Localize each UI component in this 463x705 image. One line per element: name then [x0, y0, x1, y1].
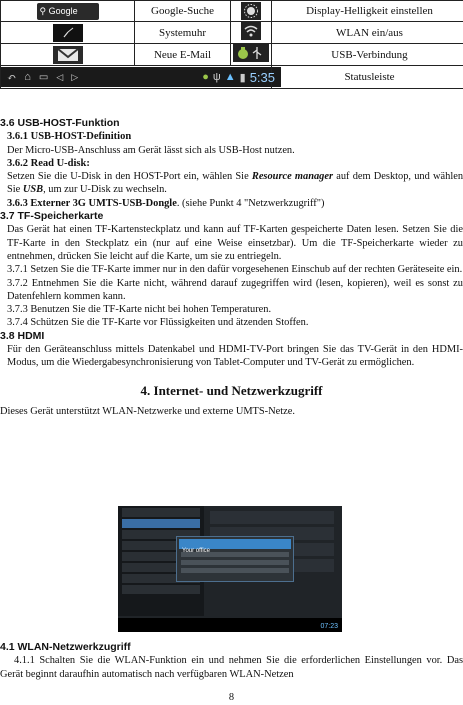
subsection-heading: 3.6.2 Read U-disk: — [7, 157, 90, 169]
usb-emphasis: USB — [22, 184, 44, 196]
paragraph — [7, 170, 463, 197]
text-run: , um zur U-Disk zu wechseln. — [43, 184, 167, 196]
dialog-row — [181, 560, 289, 565]
dialog-row — [181, 568, 289, 573]
wifi-status-icon: ▲ — [224, 71, 236, 83]
resource-manager-emphasis: Resource manager — [251, 171, 334, 183]
icon-label: Neue E-Mail — [135, 44, 231, 66]
paragraph: 3.7.3 Benutzen Sie die TF-Karte nicht bei hohen Temperaturen. — [7, 304, 272, 316]
usb-icon: ψ — [212, 71, 221, 83]
icon-cell — [231, 1, 272, 22]
recent-apps-icon: ▭ — [38, 71, 49, 83]
document-bottom — [0, 641, 463, 681]
icon-cell — [1, 1, 135, 22]
paragraph: Der Micro-USB-Anschluss am Gerät lässt sich als USB-Host nutzen. — [7, 144, 295, 156]
clock-icon — [53, 24, 83, 42]
icon-cell — [1, 44, 135, 66]
wifi-icon — [241, 22, 261, 40]
icon-cell — [231, 22, 272, 44]
table-row — [1, 22, 463, 44]
table-row — [1, 44, 463, 66]
paragraph: 3.7.1 Setzen Sie die TF-Karte immer nur in den dafür vorgesehenen Einschub auf der rechten Geräteseite ein. — [7, 264, 463, 276]
paragraph — [7, 197, 463, 210]
wifi-dialog — [176, 536, 294, 582]
screenshot-clock: 07:23 — [320, 623, 338, 630]
statusbar-image — [1, 67, 281, 87]
paragraph: Dieses Gerät unterstützt WLAN-Netzwerke und externe UMTS-Netze. — [0, 405, 295, 417]
chapter-heading: 4. Internet- und Netzwerkzugriff — [140, 382, 323, 398]
wlan-settings-screenshot — [118, 506, 342, 632]
list-item — [122, 508, 200, 517]
icon-label: Google-Suche — [135, 1, 231, 22]
text-run: Setzen Sie die U-Disk in den HOST-Port ein, wählen Sie — [7, 171, 252, 183]
google-search-icon: ⚲ Google — [37, 3, 99, 20]
email-icon — [53, 46, 83, 64]
section-heading: 3.6 USB-HOST-Funktion — [0, 117, 120, 129]
google-logo-text: Google — [48, 5, 78, 16]
icon-label: USB-Verbindung — [272, 44, 463, 66]
volume-down-icon: ◁ — [56, 71, 64, 82]
back-icon: ↶ — [7, 71, 17, 84]
section-heading: 4.1 WLAN-Netzwerkzugriff — [0, 641, 131, 653]
brightness-icon — [231, 2, 271, 20]
subsection-heading: 3.6.3 Externer 3G UMTS-USB-Dongle — [7, 197, 177, 209]
page-number: 8 — [228, 692, 235, 703]
icon-label: WLAN ein/aus — [272, 22, 463, 44]
table-row — [1, 66, 463, 89]
list-item — [122, 585, 200, 594]
dialog-title: Your office — [182, 548, 211, 554]
volume-up-icon: ▷ — [71, 71, 79, 82]
text-run: . (siehe Punkt 4 "Netzwerkzugriff") — [176, 197, 325, 209]
usb-connection-icon — [233, 44, 269, 62]
subsection-heading: 3.6.1 USB-HOST-Definition — [7, 131, 132, 143]
home-icon: ⌂ — [24, 71, 31, 83]
list-item — [210, 511, 334, 524]
dialog-header — [179, 539, 291, 554]
section-heading: 3.8 HDMI — [0, 329, 45, 342]
paragraph: Das Gerät hat einen TF-Kartensteckplatz und kann auf TF-Karten gespeicherte Daten lesen. Setzen Sie die TF-Karte in den Steckplatz ein (nur auf eine Weise einsetzbar). Um die TF-Speicherkarte wieder zu entnehmen, drücken Sie leicht auf die Karte, um sie zu entriegeln. — [7, 224, 463, 262]
list-item — [122, 519, 200, 528]
paragraph: Für den Geräteanschluss mittels Datenkabel und HDMI-TV-Port bringen Sie das TV-Gerät in den HDMI-Modus, um die Wiedergabesynchronisierung von Tablet-Computer und TV-Gerät zu ermöglichen. — [7, 344, 463, 369]
icon-cell — [1, 22, 135, 44]
icon-cell — [231, 44, 272, 66]
status-icons — [202, 70, 275, 85]
paragraph: 3.7.4 Schützen Sie die TF-Karte vor Flüssigkeiten und ätzenden Stoffen. — [7, 317, 309, 329]
android-icon: ● — [202, 71, 209, 83]
section-heading: 3.7 TF-Speicherkarte — [0, 210, 104, 223]
battery-icon: ▮ — [239, 71, 246, 84]
text-run: auf dem Desktop, und wählen Sie — [7, 171, 463, 196]
statusbar-cell — [1, 66, 275, 89]
paragraph: 4.1.1 Schalten Sie die WLAN-Funktion ein und nehmen Sie die erforderlichen Einstellungen vor. Das Gerät beginnt daraufhin automatisch nach verfügbaren WLAN-Netzen — [0, 655, 463, 680]
document-body — [0, 117, 463, 418]
paragraph: 3.7.2 Entnehmen Sie die Karte nicht, während darauf zugegriffen wird (lesen, kopieren), weil es sonst zu Datenfehlern kommen kann. — [7, 277, 463, 302]
icon-reference-table — [0, 0, 463, 89]
table-row — [1, 1, 463, 22]
icon-label: Statusleiste — [272, 66, 463, 89]
clock-display: 5:35 — [249, 69, 275, 85]
nav-buttons — [7, 71, 78, 84]
icon-label: Systemuhr — [135, 22, 231, 44]
taskbar — [118, 618, 342, 632]
icon-label: Display-Helligkeit einstellen — [272, 1, 463, 22]
